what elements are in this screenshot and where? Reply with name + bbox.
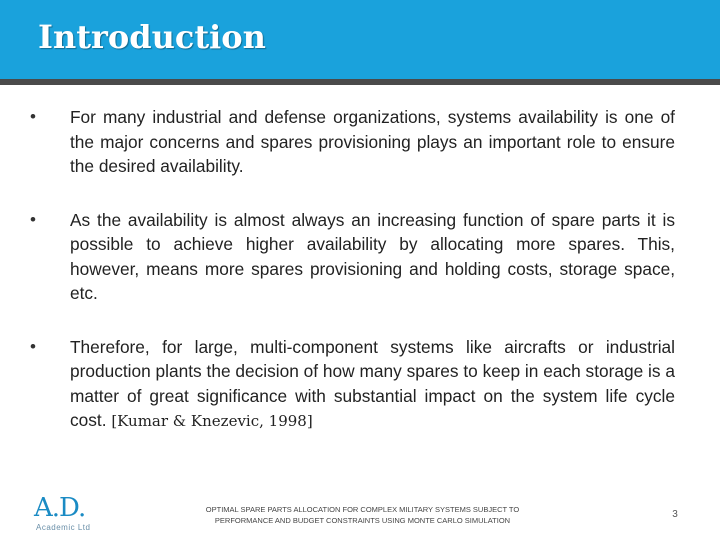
bullet-icon: • (30, 209, 36, 229)
company-logo (34, 493, 94, 533)
bullet-icon: • (30, 336, 36, 356)
footer-title-line2: PERFORMANCE AND BUDGET CONSTRAINTS USING MONTE CARLO SIMULATION (214, 515, 511, 525)
bullet-list (30, 105, 675, 463)
bullet-text (70, 208, 675, 306)
list-item (30, 335, 675, 434)
bullet-text-content: As the availability is almost always an increasing function of spare parts it is possible to achieve higher availability by allocating more spares. This, however, means more spares provisioning and holding costs, storage space, etc. (70, 209, 675, 303)
logo-subtitle: Academic Ltd (36, 523, 91, 532)
page-number: 3 (672, 509, 678, 520)
bullet-text-content: Therefore, for large, multi-component systems like aircrafts or industrial production plants the decision of how many spares to keep in each storage is a matter of great significance with substantial impact on the system life cycle cost. (70, 336, 675, 430)
bullet-text (70, 335, 675, 434)
bullet-text (70, 105, 675, 179)
footer-title (175, 505, 550, 526)
citation: [Kumar & Knezevic, 1998] (111, 412, 313, 430)
list-item (30, 208, 675, 306)
footer-title-line1: OPTIMAL SPARE PARTS ALLOCATION FOR COMPLEX MILITARY SYSTEMS SUBJECT TO (205, 505, 520, 514)
list-item (30, 105, 675, 179)
header-divider (0, 79, 720, 85)
bullet-text-content: For many industrial and defense organizations, systems availability is one of the major concerns and spares provisioning plays an important role to ensure the desired availability. (70, 107, 675, 176)
logo-mark: A.D. (34, 493, 86, 523)
bullet-icon: • (30, 107, 36, 126)
slide-header (0, 0, 720, 79)
slide-title: Introduction (38, 18, 266, 56)
